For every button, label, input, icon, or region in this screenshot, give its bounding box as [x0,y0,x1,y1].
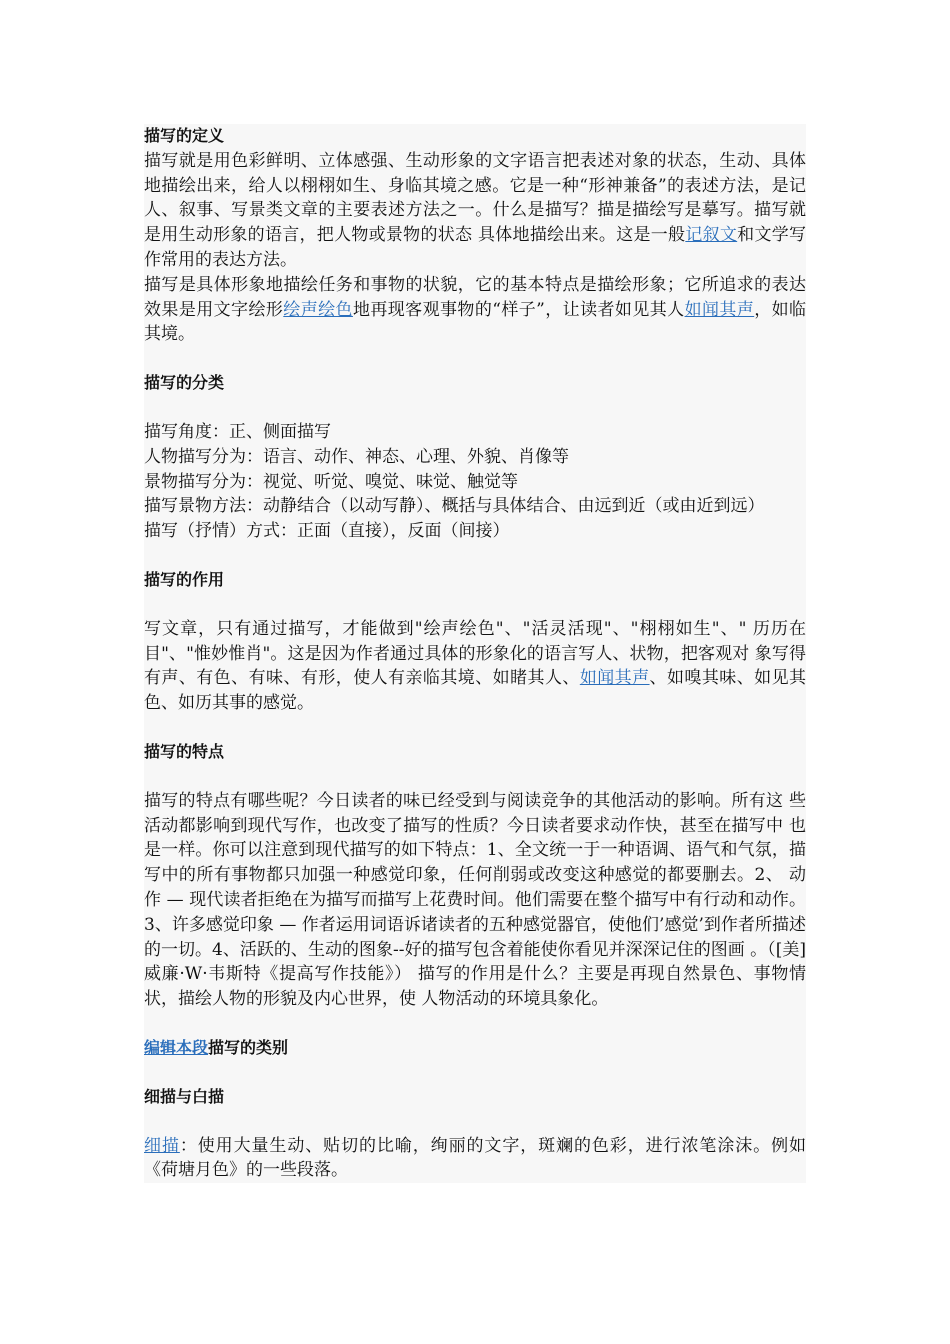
heading-categories [144,1036,806,1061]
definition-p1-text-b: 和文学写作常用的表达方法。 [144,225,807,270]
link-narrative-essay[interactable]: 记叙文 [685,225,738,246]
function-text-b: 、如嗅其味、如见其色、如历其事的感觉。 [144,668,807,714]
link-as-if-hearing-2[interactable]: 如闻其声 [579,668,650,689]
link-vivid-description[interactable]: 绘声绘色 [283,299,353,320]
definition-paragraph-1 [144,149,806,273]
heading-classification: 描写的分类 [144,373,225,393]
categories-paragraph [144,1134,806,1184]
heading-features: 描写的特点 [144,741,225,761]
heading-definition: 描写的定义 [144,126,225,145]
classification-line: 描写角度：正、侧面描写 [144,421,331,442]
edit-section-link[interactable]: 编辑本段 [144,1037,209,1057]
function-text-a: 写文章，只有通过描写，才能做到"绘声绘色"、"活灵活现"、"栩栩如生"、" 历历在目"、"惟妙惟肖"。这是因为作者通过具体的形象化的语言写人、状物，把客观对 象写得有声、有色、有味、有形，使人有亲临其境、如睹其人、 [144,618,806,689]
definition-p2-text-a: 描写是具体形象地描绘任务和事物的状貌，它的基本特点是描绘形象；它所追求的表达效果是用文字绘形 [144,274,806,320]
definition-p2-text-b: 地再现客观事物的“样子”，让读者如见其人 [352,299,685,320]
classification-line: 人物描写分为：语言、动作、神态、心理、外貌、肖像等 [144,446,569,467]
heading-function: 描写的作用 [144,569,225,589]
definition-p1-text-a: 描写就是用色彩鲜明、立体感强、生动形象的文字语言把表述对象的状态，生动、具体地描绘出来，给人以栩栩如生、身临其境之感。它是一种“形神兼备”的表述方法，是记人、叙事、写景类文章的主要表述方法之一。什么是描写？描是描绘写是摹写。描写就是用生动形象的语言，把人物或景物的状态 具体地描绘出来。这是一般 [144,150,806,246]
categories-title: 描写的类别 [208,1037,289,1057]
features-paragraph: 描写的特点有哪些呢？今日读者的味已经受到与阅读竞争的其他活动的影响。所有这 些活动都影响到现代写作，也改变了描写的性质？今日读者要求动作快，甚至在描写中 也是一样。你可以注意到现代描写的如下特点：1、全文统一于一种语调、语气和气氛，描写中的所有事物都只加强一种感觉印象，任何削弱或改变这种感觉的都要删去。2、 动作 — 现代读者拒绝在为描写而描写上花费时间。他们需要在整个描写中有行动和动作。 3、许多感觉印象 — 作者运用词语诉诸读者的五种感觉器官，使他们’感觉’到作者所描述的一切。4、活跃的、生动的图象--好的描写包含着能使你看见并深深记住的图画 。（[美]威廉·W·韦斯特《提高写作技能》） 描写的作用是什么？主要是再现自然景色、事物情状，描绘人物的形貌及内心世界，使 人物活动的环境具象化。 [144,790,806,1010]
definition-paragraph-2 [144,273,806,347]
categories-text: ：使用大量生动、贴切的比喻，绚丽的文字，斑斓的色彩，进行浓笔涂沫。例如《荷塘月色》的一些段落。 [144,1135,807,1181]
article-body [144,124,806,1183]
classification-line: 描写景物方法：动静结合（以动写静）、概括与具体结合、由远到近（或由近到远） [144,496,765,517]
classification-line: 景物描写分为：视觉、听觉、嗅觉、味觉、触觉等 [144,471,518,492]
classification-line: 描写（抒情）方式：正面（直接），反面（间接） [144,521,510,542]
link-as-if-hearing[interactable]: 如闻其声 [684,299,755,320]
link-fine-description[interactable]: 细描 [144,1135,180,1156]
heading-fine-and-plain: 细描与白描 [144,1086,225,1106]
function-paragraph [144,617,806,716]
definition-p2-text-c: ，如临其境。 [144,299,807,345]
